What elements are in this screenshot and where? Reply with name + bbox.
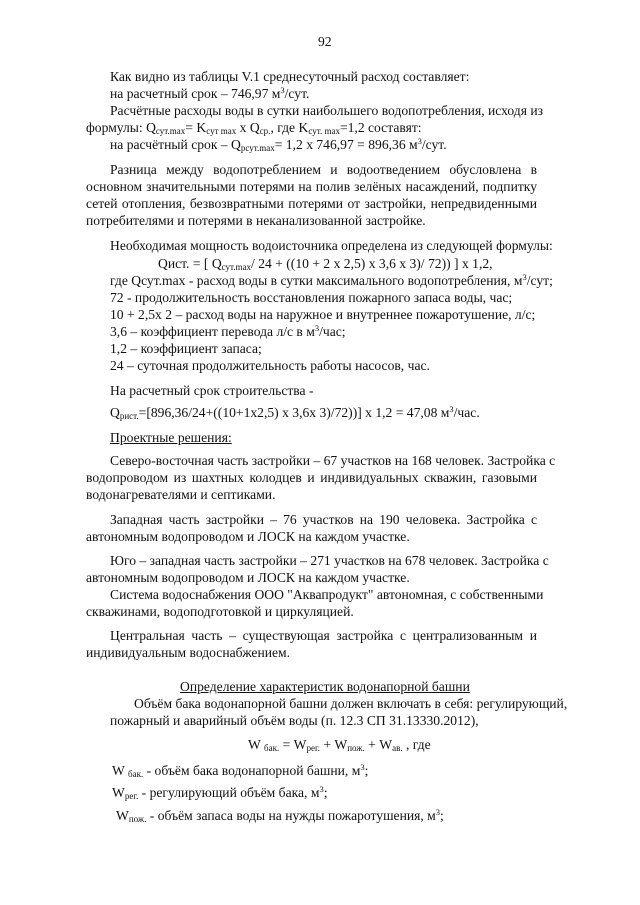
- tank-volume-formula: [248, 737, 431, 753]
- def2-end: ;: [323, 785, 328, 800]
- p6-line1: Северо-восточная часть застройки – 67 участков на 168 человек. Застройка с: [110, 453, 556, 468]
- p7-line1: Западная часть застройки – 76 участков на 190 человека. Застройка с: [110, 512, 537, 527]
- p2-l2-c: x Q: [239, 120, 260, 135]
- p2-l2-b: = K: [185, 120, 207, 135]
- p8-line2: автономным водопроводом и ЛОСК на каждом участке.: [86, 570, 410, 585]
- p4-l6-b: /час;: [319, 324, 346, 339]
- p2-l2-sub3: ср.: [259, 126, 271, 136]
- definition-fire-volume: [116, 808, 444, 824]
- p4-l3-sup: 3: [522, 272, 527, 282]
- formula-plus1: + W: [319, 737, 348, 752]
- p6-line3: водонагревателями и септиками.: [86, 487, 276, 502]
- p4-line2: [158, 256, 493, 272]
- p11-line2: пожарный и аварийный объём воды (п. 12.3 СП 31.13330.2012),: [110, 713, 479, 728]
- formula-sub1: бак.: [264, 743, 280, 753]
- p2-line2: [86, 120, 422, 136]
- p1-line2-sup: 3: [280, 85, 285, 95]
- p4-line5: 10 + 2,5х 2 – расход воды на наружное и внутреннее пожаротушение, л/с;: [110, 307, 536, 322]
- p2-l2-sub4: сут. max: [308, 126, 340, 136]
- page-number: 92: [318, 34, 332, 49]
- def2-w: W: [112, 785, 125, 800]
- p4-l3-b: /сут;: [526, 273, 553, 288]
- p4-l2-sub: сут.max: [221, 262, 252, 272]
- formula-sub3: пож.: [347, 743, 365, 753]
- def3-end: ;: [440, 808, 444, 823]
- p2-l3-c: /сут.: [421, 137, 447, 152]
- p4-l6-a: 3,6 – коэффициент перевода л/с в м: [110, 324, 315, 339]
- p9-line1: Система водоснабжения ООО "Аквапродукт" автономная, с собственными: [110, 587, 544, 602]
- p2-l3-a: на расчётный срок – Q: [110, 137, 241, 152]
- def1-sub: бак.: [128, 769, 144, 779]
- p2-l3-b: = 1,2 х 746,97 = 896,36 м: [274, 137, 418, 152]
- def2-sub: рег.: [124, 791, 139, 801]
- def3-sub: пож.: [128, 814, 147, 824]
- p3-line2: основном значительными потерями на полив зелёных насаждений, подпитку: [86, 179, 537, 194]
- p2-l2-sub1: сут.max: [155, 126, 186, 136]
- p11-line1: Объём бака водонапорной башни должен включать в себя: регулирующий,: [134, 696, 568, 711]
- heading-project-solutions: Проектные решения:: [110, 430, 232, 445]
- p5-l2-c: /час.: [453, 405, 480, 420]
- p2-l3-sub: рсут.max: [240, 143, 275, 153]
- p5-line1: На расчетный срок строительства -: [110, 383, 314, 398]
- def1-sup: 3: [360, 762, 365, 772]
- p4-l6-sup: 3: [314, 323, 320, 333]
- def3-sup: 3: [435, 807, 441, 817]
- p5-l2-sup: 3: [449, 404, 454, 414]
- def1-w: W: [112, 763, 125, 778]
- p4-line1: Необходимая мощность водоисточника определена из следующей формулы:: [110, 238, 553, 253]
- p10-line2: индивидуальным водоснабжением.: [86, 645, 291, 660]
- formula-end: , где: [402, 737, 431, 752]
- p2-l2-e: =1,2 составят:: [339, 120, 422, 135]
- p1-line2-end: /сут.: [284, 86, 310, 101]
- p1-line1: Как видно из таблицы V.1 среднесуточный расход составляет:: [110, 69, 470, 84]
- def3-w: W: [116, 808, 129, 823]
- p7-line2: автономным водопроводом и ЛОСК на каждом участке.: [86, 529, 410, 544]
- p3-line1: Разница между водопотреблением и водоотведением обусловлена в: [110, 162, 537, 177]
- p5-l2-sub: рист.: [119, 411, 139, 421]
- p3-line4: потребителями и потерями в неканализованной застройке.: [86, 213, 426, 228]
- p6-line2: водопроводом из шахтных колодцев и индивидуальных скважин, газовыми: [86, 470, 537, 485]
- p3-line3: сетей отопления, безвозвратными потерями от застройки, непредвиденными: [86, 196, 537, 211]
- def3-text: - объём запаса воды на нужды пожаротушения, м: [146, 808, 436, 823]
- p2-line3: [110, 137, 447, 153]
- p4-line3: [110, 273, 553, 289]
- def1-text: - объём бака водонапорной башни, м: [143, 763, 361, 778]
- formula-eq: = W: [279, 737, 307, 752]
- heading-tower-characteristics: Определение характеристик водонапорной башни: [180, 679, 470, 694]
- def2-sup: 3: [319, 784, 324, 794]
- formula-sub2: рег.: [306, 743, 320, 753]
- p4-line7: 1,2 – коэффициент запаса;: [110, 341, 262, 356]
- p1-line2-text: на расчетный срок – 746,97 м: [110, 86, 281, 101]
- formula-sub4: ав.: [392, 743, 403, 753]
- p2-l2-a: формулы: Q: [86, 120, 156, 135]
- p5-l2-b: =[896,36/24+((10+1х2,5) х 3,6х 3)/72))] х 1,2 = 47,08 м: [138, 405, 450, 420]
- p2-line1: Расчётные расходы воды в сутки наибольшего водопотребления, исходя из: [110, 103, 544, 118]
- def2-text: - регулирующий объём бака, м: [138, 785, 320, 800]
- p5-l2-a: Q: [110, 405, 120, 420]
- p4-line8: 24 – суточная продолжительность работы насосов, час.: [110, 358, 430, 373]
- p10-line1: Центральная часть – существующая застройка с централизованным и: [110, 628, 537, 643]
- definition-regulating-volume: [112, 785, 328, 801]
- formula-w: W: [248, 737, 261, 752]
- p4-l2-a: Qист. = [ Q: [158, 256, 222, 271]
- p4-line6: [110, 324, 346, 340]
- p2-l2-d: , где K: [270, 120, 309, 135]
- def1-end: ;: [364, 763, 369, 778]
- p1-line2: [110, 86, 309, 102]
- p9-line2: скважинами, водоподготовкой и циркуляцией.: [86, 604, 354, 619]
- p2-l3-sup: 3: [417, 136, 422, 146]
- p4-line4: 72 - продолжительность восстановления пожарного запаса воды, час;: [110, 290, 513, 305]
- p5-line2: [110, 405, 480, 421]
- definition-tank-volume: [112, 763, 368, 779]
- p4-l2-b: / 24 + ((10 + 2 х 2,5) х 3,6 х 3)/ 72)) ] х 1,2,: [251, 256, 493, 271]
- formula-plus2: + W: [364, 737, 393, 752]
- p8-line1: Юго – западная часть застройки – 271 участков на 678 человек. Застройка с: [110, 553, 549, 568]
- p2-l2-sub2: сут max: [206, 126, 237, 136]
- p4-l3-a: где Qсут.max - расход воды в сутки максимального водопотребления, м: [110, 273, 523, 288]
